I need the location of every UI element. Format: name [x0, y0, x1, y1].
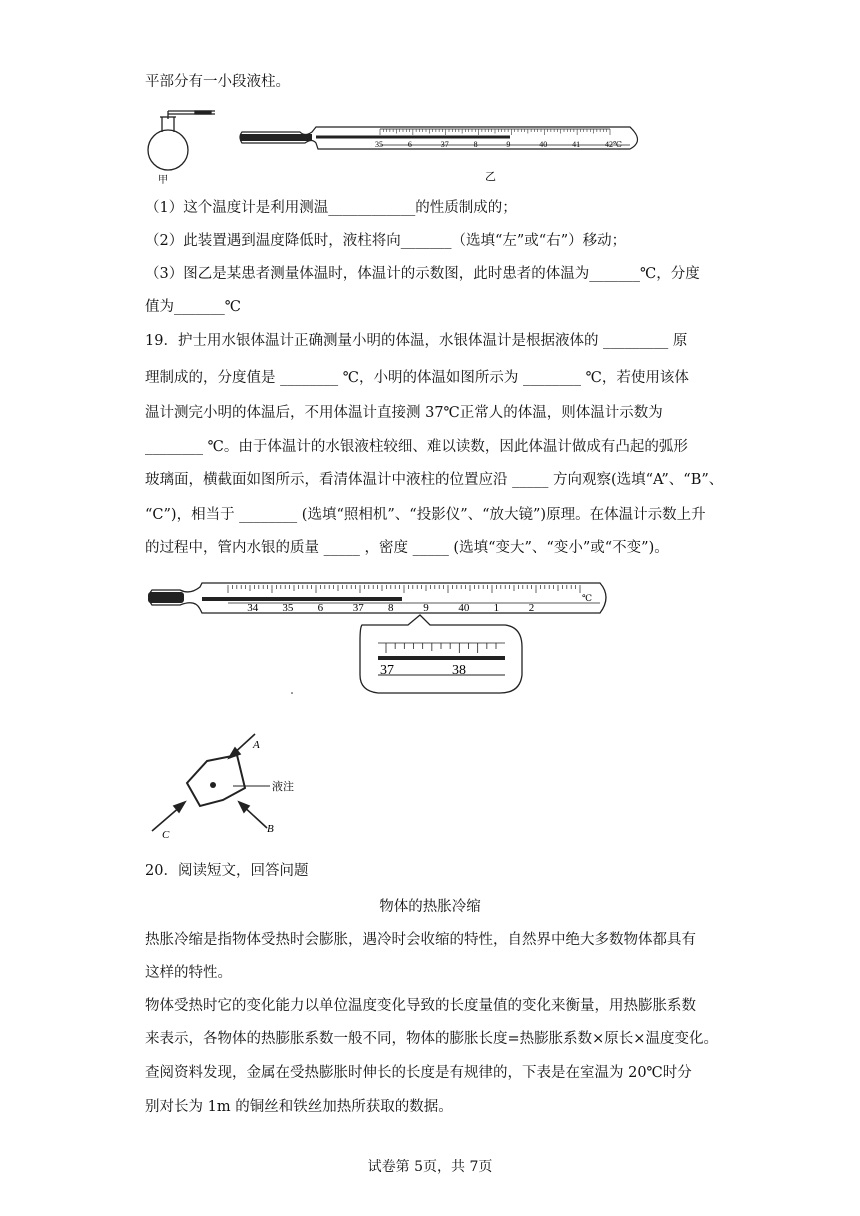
q19-line-5: 玻璃面，横截面如图所示，看清体温计中液柱的位置应沿 _____ 方向观察(选填“A”、“B”、	[145, 472, 724, 488]
q19-line-2: 理制成的，分度值是 ________ ℃，小明的体温如图所示为 ________ ℃，若使用该体	[145, 370, 689, 386]
scale-label: 8	[473, 140, 478, 149]
q19-line-3: 温计测完小明的体温后，不用体温计直接测 37℃正常人的体温，则体温计示数为	[145, 405, 663, 421]
page-footer: 试卷第 5页，共 7页	[367, 1159, 493, 1175]
scale-label: 9	[423, 602, 429, 614]
flask-icon	[148, 111, 215, 170]
thermometer-yi-scale-labels	[375, 140, 622, 149]
zoom-ticks	[386, 643, 496, 653]
scale-label: 37	[352, 602, 364, 614]
q19-line-7: 的过程中，管内水银的质量 _____ ，密度 _____ (选填“变大”、“变小”或“不变”)。	[145, 540, 669, 556]
label-yi: 乙	[485, 171, 496, 183]
zoom-label-37: 37	[380, 663, 394, 678]
scale-label: 42℃	[605, 140, 622, 149]
passage-line-5: 查阅资料发现，金属在受热膨胀时伸长的长度是有规律的，下表是在室温为 20℃时分	[145, 1065, 692, 1081]
scale-label: 40	[458, 602, 470, 614]
figure-cross-section	[145, 728, 315, 843]
passage-line-6: 别对长为 1m 的铜丝和铁丝加热所获取的数据。	[145, 1099, 453, 1115]
clinical-thermometer-ticks	[228, 585, 580, 593]
figure-flask-thermometer	[140, 105, 660, 185]
q19-line-1: 19．护士用水银体温计正确测量小明的体温，水银体温计是根据液体的 _________ 原	[145, 333, 688, 349]
thermometer-yi-ticks	[380, 129, 610, 135]
q19-line-6: “C”)，相当于 ________ (选填“照相机”、“投影仪”、“放大镜”)原理。在体温计示数上升	[145, 507, 706, 523]
scale-label: 2	[528, 602, 535, 614]
scale-label: 41	[572, 140, 581, 149]
label-jia: 甲	[158, 175, 168, 185]
q20-heading: 20．阅读短文，回答问题	[145, 863, 309, 879]
q18-part2: （2）此装置遇到温度降低时，液柱将向_______（选填“左”或“右”）移动；	[145, 233, 627, 249]
scale-label: 40	[539, 140, 548, 149]
passage-line-2: 这样的特性。	[145, 965, 232, 981]
scale-label: 9	[506, 140, 511, 149]
scale-label: 6	[317, 602, 324, 614]
thermometer-unit: ℃	[582, 593, 593, 603]
passage-line-1: 热胀冷缩是指物体受热时会膨胀，遇冷时会收缩的特性，自然界中绝大多数物体都具有	[145, 932, 696, 948]
label-c: C	[162, 829, 170, 841]
label-a: A	[253, 739, 260, 751]
intro-text: 平部分有一小段液柱。	[145, 74, 290, 90]
scale-label: 34	[247, 602, 259, 614]
q18-part3b: 值为_______℃	[145, 299, 241, 315]
scale-label: 1	[493, 602, 500, 614]
q18-part1: （1）这个温度计是利用测温____________的性质制成的；	[145, 200, 517, 216]
passage-line-3: 物体受热时它的变化能力以单位温度变化导致的长度量值的变化来衡量，用热膨胀系数	[145, 998, 696, 1014]
scale-label: 35	[375, 140, 383, 149]
passage-line-4: 来表示，各物体的热膨胀系数一般不同，物体的膨胀长度=热膨胀系数×原长×温度变化。	[145, 1031, 718, 1047]
passage-title: 物体的热胀冷缩	[379, 899, 481, 915]
scale-label: 37	[440, 140, 449, 149]
zoom-label-38: 38	[452, 663, 466, 678]
figure-clinical-thermometer	[140, 575, 620, 705]
q18-part3a: （3）图乙是某患者测量体温时，体温计的示数图，此时患者的体温为_______℃，分度	[145, 266, 700, 282]
label-b: B	[267, 823, 274, 835]
scale-label: 6	[407, 140, 412, 149]
scale-label: 35	[282, 602, 294, 614]
label-liquid: 液注	[272, 781, 294, 793]
q19-line-4: ________ ℃。由于体温计的水银液柱较细、难以读数，因此体温计做成有凸起的弧形	[145, 439, 688, 455]
scale-label: 8	[388, 602, 394, 614]
clinical-thermometer-scale-labels	[247, 602, 534, 614]
